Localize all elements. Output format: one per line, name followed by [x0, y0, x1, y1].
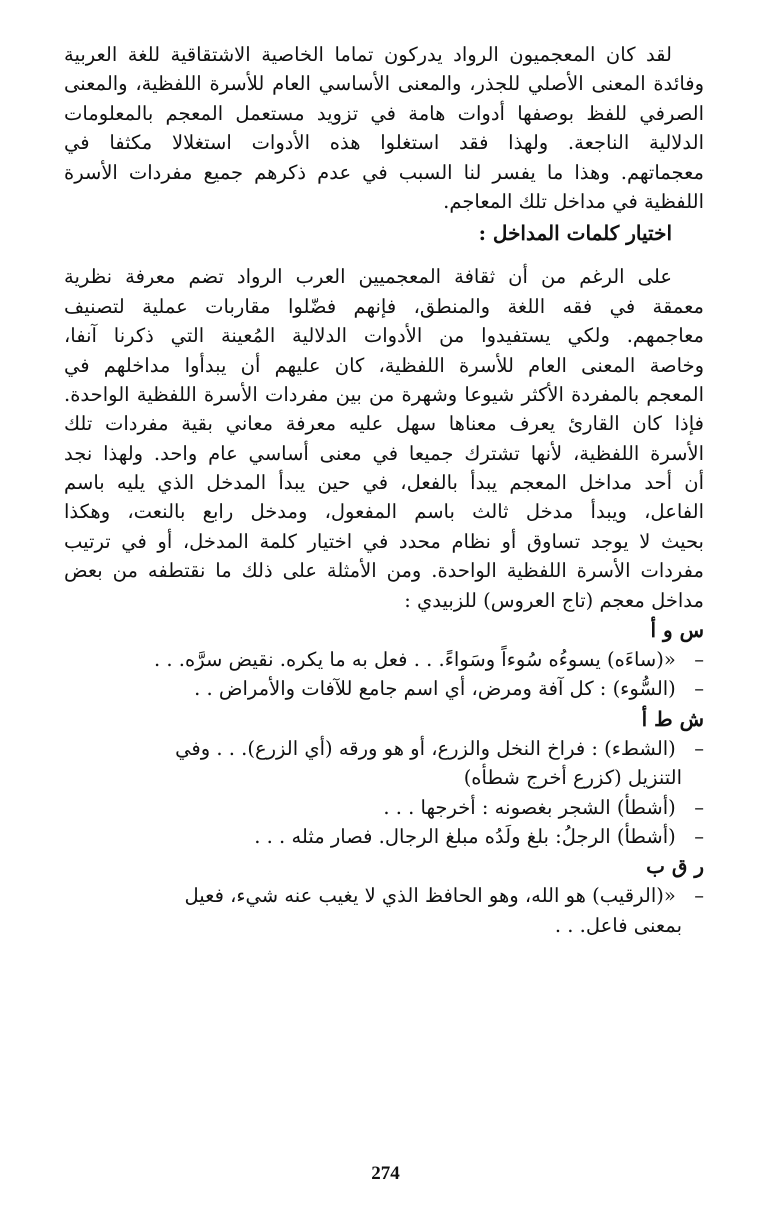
- text-line: الدلالية الناجعة. ولهذا فقد استغلوا هذه الأدوات استغلالا مكثفا في: [64, 131, 704, 155]
- list-dash: –: [694, 677, 704, 701]
- definition-text: «(ساءَه) يسوءُه سُوءاً وسَواءً. . . فعل به ما يكره. نقيض سرَّه. . .: [154, 648, 676, 672]
- list-dash: –: [694, 648, 704, 672]
- definition-text: «(الرقيب) هو الله، وهو الحافظ الذي لا يغيب عنه شيء، فعيل: [184, 884, 676, 908]
- definition-item: [64, 674, 704, 703]
- section-heading: اختيار كلمات المداخل :: [478, 221, 672, 246]
- text-line: معاجمهم. ولكي يستفيدوا من الأدوات الدلالية المُعينة التي ذكرنا آنفا،: [64, 324, 704, 348]
- text-line: لقد كان المعجميون الرواد يدركون تماما الخاصية الاشتقاقية للغة العربية: [64, 43, 672, 66]
- text-line: الفاعل، ويبدأ مدخل ثالث باسم المفعول، ومدخل رابع بالنعت، وهكذا: [64, 500, 704, 524]
- entry-root-heading: س و أ: [650, 618, 704, 643]
- text-line: المعجم بالمفردة الأكثر شيوعا وشهرة من بين مفردات الأسرة اللفظية الواحدة.: [64, 382, 704, 406]
- text-line: أن أحد مداخل المعجم يبدأ بالفعل، في حين يبدأ المدخل الذي يليه باسم: [64, 471, 704, 495]
- definition-item: [64, 881, 704, 940]
- definition-text: (السُّوء) : كل آفة ومرض، أي اسم جامع للآفات والأمراض . .: [194, 677, 676, 701]
- list-dash: –: [694, 736, 704, 760]
- text-line: وفائدة المعنى الأصلي للجذر، والمعنى الأساسي العام للأسرة اللفظية، والمعنى: [64, 72, 704, 96]
- text-line: الصرفي للفظ بوصفها أدوات هامة في تزويد مستعمل المعجم بالمعلومات: [64, 101, 704, 125]
- page-number: 274: [371, 1163, 400, 1184]
- definition-text-continued: بمعنى فاعل. . .: [554, 913, 682, 937]
- text-line: مفردات الأسرة اللفظية الواحدة. ومن الأمثلة على ذلك ما نقتطفه من بعض: [64, 559, 704, 583]
- text-line: الأسرة اللفظية، لأنها تشترك جميعا في معنى أساسي عام واحد. ولهذا نجد: [64, 441, 704, 465]
- page-body: [64, 40, 704, 940]
- definition-text: (أشطأ) الشجر بغصونه : أخرجها . . .: [383, 795, 676, 819]
- text-line: اللفظية في مداخل تلك المعاجم.: [443, 189, 704, 213]
- entry-root-heading: ش ط أ: [641, 706, 704, 731]
- definition-item: [64, 645, 704, 674]
- definition-item: [64, 793, 704, 822]
- definition-text: (الشطء) : فراخ النخل والزرع، أو هو ورقه (أي الزرع). . . وفي: [175, 736, 676, 760]
- definition-item: [64, 734, 704, 793]
- text-line: على الرغم من أن ثقافة المعجميين العرب الرواد تضم معرفة نظرية: [64, 265, 672, 289]
- text-line: معجماتهم. وهذا ما يفسر لنا السبب في عدم ذكرهم جميع مفردات الأسرة: [64, 160, 704, 184]
- list-dash: –: [694, 825, 704, 849]
- paragraph-body: [64, 262, 704, 615]
- definition-item: [64, 822, 704, 851]
- paragraph-intro: [64, 40, 704, 216]
- definition-text: (أشطأ) الرجلُ: بلغ ولَدُه مبلغ الرجال. فصار مثله . . .: [254, 825, 676, 849]
- text-line: فإذا كان القارئ يعرف معناها سهل عليه معرفة معاني بقية مفردات تلك: [64, 412, 704, 436]
- list-dash: –: [694, 884, 704, 908]
- text-line: بحيث لا يوجد تساوق أو نظام محدد في اختيار كلمة المدخل، أو في ترتيب: [64, 529, 704, 553]
- text-line: مداخل معجم (تاج العروس) للزبيدي :: [404, 588, 704, 612]
- list-dash: –: [694, 795, 704, 819]
- definition-text-continued: التنزيل (كزرع أخرج شطأه): [463, 766, 682, 790]
- text-line: وخاصة المعنى العام للأسرة اللفظية، كان عليهم أن يبدأوا مداخلهم في: [64, 353, 704, 377]
- entry-root-heading: ر ق ب: [646, 854, 704, 879]
- text-line: معمقة في فقه اللغة والمنطق، فإنهم فضّلوا مقاربات عملية لتصنيف: [64, 294, 704, 318]
